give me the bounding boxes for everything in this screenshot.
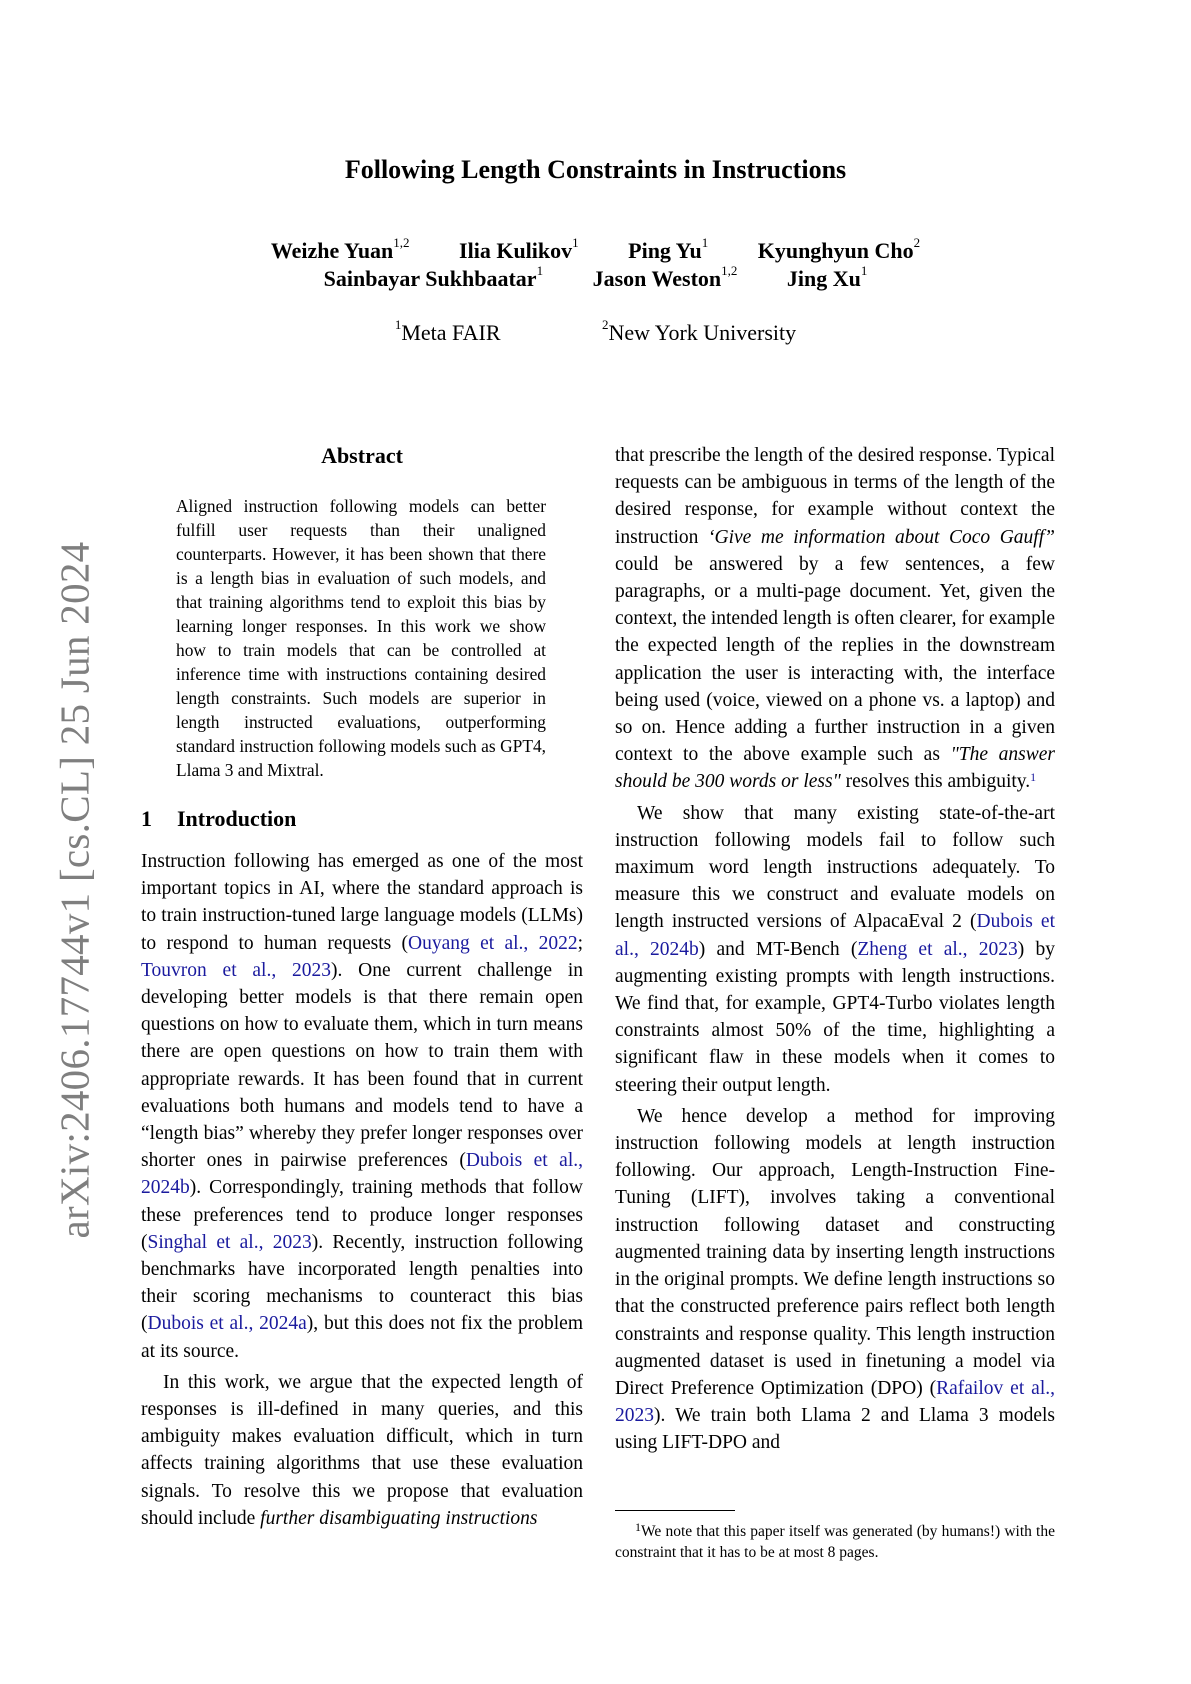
- section-number: 1: [141, 806, 152, 831]
- paper-title: Following Length Constraints in Instructions: [344, 155, 847, 184]
- author-list-row-2: [0, 263, 1191, 292]
- author: Jing Xu$^1$: [786, 263, 868, 291]
- citation-link[interactable]: Dubois et al., 2024b: [615, 911, 1055, 960]
- citation-link[interactable]: Dubois et al., 2024b: [141, 1150, 584, 1199]
- affiliation: $^2$New York University: [602, 317, 797, 345]
- author: Ping Yu$^1$: [628, 235, 709, 263]
- section-title: Introduction: [177, 806, 297, 831]
- citation-link[interactable]: Ouyang et al., 2022: [408, 932, 578, 954]
- author: Jason Weston$^{1,2}$: [592, 263, 738, 291]
- abstract-heading: Abstract: [321, 443, 403, 468]
- affiliation: $^1$Meta FAIR: [394, 317, 501, 345]
- affiliations: [0, 317, 1191, 346]
- author: Weizhe Yuan$^{1,2}$: [270, 235, 410, 263]
- author: Ilia Kulikov$^1$: [459, 235, 579, 263]
- intro-paragraph-3: We show that many existing state-of-the-art instruction following models fail to follow such maximum word length instructions adequately. To measure this we construct and evaluate models on length instructed versions of AlpacaEval 2 (Dubois et al., 2024b) and MT-Bench (Zheng et al., 2023) by augmenting existing prompts with length instructions. We find that, for example, GPT4-Turbo violates length constraints almost 50% of the time, highlighting a significant flaw in these models when it comes to steering their output length.: [615, 802, 1055, 1096]
- right-column-body: [615, 442, 1055, 1457]
- footnote-divider: [615, 1510, 735, 1511]
- footnote-number: 1: [635, 1520, 641, 1534]
- intro-paragraph-2-cont: that prescribe the length of the desired response. Typical requests can be ambiguous in terms of the length of the desired response, for example without context the instruction ‘Give me information about Coco Gauff” could be answered by a few sentences, a few paragraphs, or a multi-page document. Yet, given the context, the intended length is often clearer, for example the expected length of the replies in the downstream application the user is interacting with, the interface being used (voice, viewed on a phone vs. a laptop) and so on. Hence adding a further instruction in a given context to the above example such as "The answer should be 300 words or less" resolves this ambiguity.$^1$: [615, 445, 1056, 793]
- citation-link[interactable]: Dubois et al., 2024a: [147, 1313, 307, 1335]
- author: Sainbayar Sukhbaatar$^1$: [323, 263, 544, 291]
- citation-link[interactable]: Zheng et al., 2023: [857, 938, 1018, 960]
- intro-paragraph-4: We hence develop a method for improving instruction following models at length instruction following. Our approach, Length-Instruction Fine-Tuning (LIFT), involves taking a conventional instruction following dataset and constructing augmented training data by inserting length instructions in the original prompts. We define length instructions so that the constructed preference pairs reflect both length constraints and response quality. This length instruction augmented dataset is used in finetuning a model via Direct Preference Optimization (DPO) (Rafailov et al., 2023). We train both Llama 2 and Llama 3 models using LIFT-DPO and: [615, 1105, 1055, 1454]
- author: Kyunghyun Cho$^2$: [757, 235, 921, 263]
- footnote: $^1$We note that this paper itself was generated (by humans!) with the constraint that it has to be at most 8 pages.: [615, 1520, 1055, 1561]
- citation-link[interactable]: Singhal et al., 2023: [147, 1231, 312, 1253]
- author-list-row-1: [0, 235, 1191, 264]
- arxiv-identifier-text: arXiv:2406.17744v1 [cs.CL] 25 Jun 2024: [51, 541, 98, 1239]
- arxiv-identifier-stamp: [34, 540, 114, 1240]
- left-column-body: [141, 848, 583, 1532]
- intro-paragraph-1: Instruction following has emerged as one of the most important topics in AI, where the standard approach is to train instruction-tuned large language models (LLMs) to respond to human requests (Ouyang et al., 2022; Touvron et al., 2023). One current challenge in developing better models is that there remain open questions on how to evaluate them, which in turn means there are open questions on how to train them with appropriate rewards. It has been found that in current evaluations both humans and models tend to have a “length bias” whereby they prefer longer responses over shorter ones in pairwise preferences (Dubois et al., 2024b). Correspondingly, training methods that follow these preferences tend to produce longer responses (Singhal et al., 2023). Recently, instruction following benchmarks have incorporated length penalties into their scoring mechanisms to counteract this bias (Dubois et al., 2024a), but this does not fix the problem at its source.: [141, 851, 584, 1362]
- footnote-marker[interactable]: 1: [1030, 770, 1037, 785]
- intro-paragraph-2-start: In this work, we argue that the expected length of responses is ill-defined in many queries, and this ambiguity makes evaluation difficult, which in turn affects training algorithms that use these evaluation signals. To resolve this we propose that evaluation should include further disambiguating instructions: [141, 1371, 583, 1529]
- citation-link[interactable]: Rafailov et al., 2023: [615, 1377, 1055, 1427]
- citation-link[interactable]: Touvron et al., 2023: [141, 959, 331, 981]
- abstract-text: Aligned instruction following models can better fulfill user requests than their unaligned counterparts. However, it has been shown that there is a length bias in evaluation of such models, and that training algorithms tend to exploit this bias by learning longer responses. In this work we show how to train models that can be controlled at inference time with instructions containing desired length constraints. Such models are superior in length instructed evaluations, outperforming standard instruction following models such as GPT4, Llama 3 and Mixtral.: [176, 496, 546, 780]
- section-heading-introduction: [141, 806, 296, 832]
